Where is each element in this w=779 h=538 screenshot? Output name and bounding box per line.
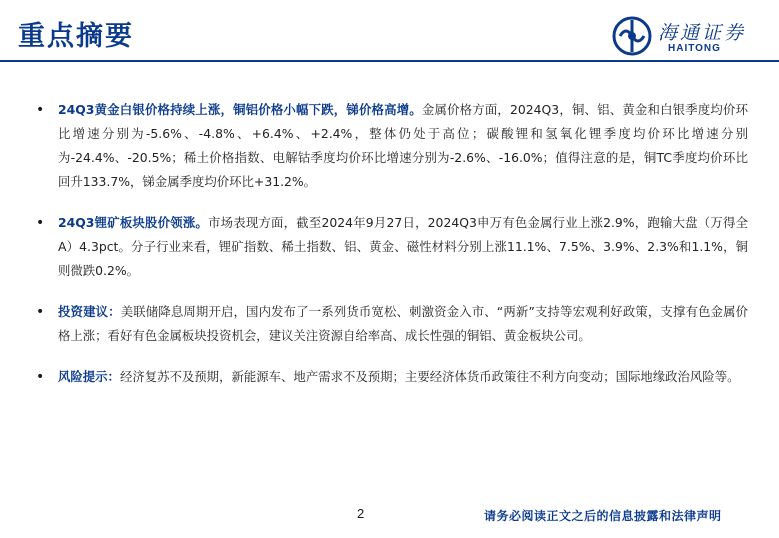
haitong-logo — [612, 16, 762, 58]
legal-disclaimer: 请务必阅读正文之后的信息披露和法律声明 — [484, 509, 722, 523]
bullet-body: 市场表现方面，截至2024年9月27日，2024Q3申万有色金属行业上涨2.9%，跑输大盘（万得全A）4.3pct。分子行业来看，锂矿指数、稀土指数、铝、黄金、磁性材料分别上涨11.1%、7.5%、3.9%、2.3%和1.1%，铜则微跌0.2%。 — [58, 215, 748, 278]
list-item — [36, 300, 748, 348]
bullet-text — [58, 98, 748, 194]
header-divider — [0, 60, 779, 62]
bullet-lead: 风险提示： — [58, 369, 120, 384]
bullet-body: 经济复苏不及预期，新能源车、地产需求不及预期；主要经济体货币政策往不利方向变动；国际地缘政治风险等。 — [119, 369, 740, 384]
list-item — [36, 365, 748, 389]
bullet-body: 美联储降息周期开启，国内发布了一系列货币宽松、刺激资金入市、“两新”支持等宏观利好政策，支撑有色金属价格上涨；看好有色金属板块投资机会，建议关注资源自给率高、成长性强的铜铝、黄金板块公司。 — [58, 304, 748, 343]
summary-list — [36, 98, 748, 406]
bullet-lead: 24Q3锂矿板块股价领涨。 — [58, 215, 209, 230]
bullet-body: 金属价格方面，2024Q3，铜、铝、黄金和白银季度均价环比增速分别为-5.6%、-4.8%、+6.4%、+2.4%，整体仍处于高位；碳酸锂和氢氧化锂季度均价环比增速分别为-24.4%、-20.5%；稀土价格指数、电解钴季度均价环比增速分别为-2.6%、-16.0%；值得注意的是，铜TC季度均价环比回升133.7%，锑金属季度均价环比+31.2%。 — [58, 102, 748, 189]
logo-english-name: HAITONG — [668, 43, 721, 54]
list-item — [36, 98, 748, 194]
logo-chinese-name: 海通证券 — [658, 22, 747, 44]
haitong-emblem-icon — [612, 16, 652, 56]
list-item — [36, 211, 748, 283]
bullet-icon: • — [36, 369, 45, 385]
page-number: 2 — [357, 506, 365, 521]
bullet-text — [58, 365, 748, 389]
page-title: 重点摘要 — [18, 21, 134, 52]
bullet-icon: • — [36, 304, 45, 320]
bullet-icon: • — [36, 215, 45, 231]
bullet-text — [58, 211, 748, 283]
bullet-lead: 投资建议： — [58, 304, 121, 319]
bullet-lead: 24Q3黄金白银价格持续上涨，铜铝价格小幅下跌，锑价格高增。 — [58, 102, 422, 117]
bullet-icon: • — [36, 102, 45, 118]
bullet-text — [58, 300, 748, 348]
